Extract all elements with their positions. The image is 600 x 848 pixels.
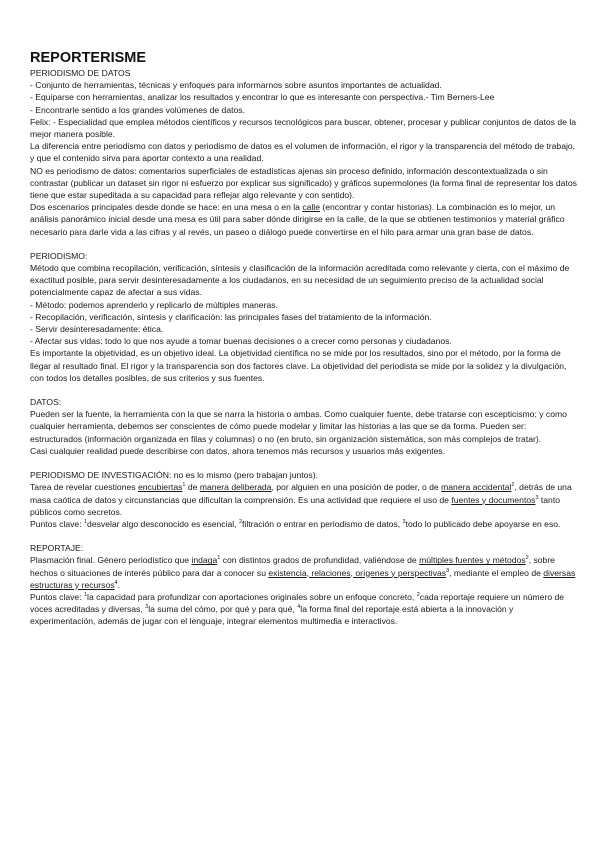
paragraph: [30, 481, 578, 518]
section-reportaje: [30, 542, 578, 627]
text-run: .: [117, 579, 120, 590]
footnote-marker: 1: [83, 592, 88, 599]
text-run: de: [185, 482, 200, 493]
list-item: - Recopilación, verificación, síntesis y clarificación: las principales fases del tratamiento de la información.: [30, 311, 432, 322]
underlined-term: manera deliberada: [199, 482, 272, 493]
underlined-term: existencia, relaciones, orígenes y perspectivas: [268, 567, 447, 578]
section-heading: REPORTAJE:: [30, 543, 84, 554]
text-run: Puntos clave:: [30, 518, 84, 529]
section-heading: DATOS:: [30, 397, 62, 408]
key-points: [30, 518, 578, 530]
section-heading: PERIODISMO DE INVESTIGACIÓN: no es lo mismo (pero trabajan juntos).: [30, 470, 318, 481]
footnote-marker: 2: [511, 482, 515, 489]
text-run: (encontrar y contar historias). La combinación es lo mejor, un análisis panorámico inicial desde una mesa es útil para saber dónde dirigirse en la calle, de la que se obtienen testimonios y material gráfico necesario para darle vida a las cifras y al revés, un paseo o diálogo puede convertirse en el hilo para armar una gran base de datos.: [30, 202, 565, 237]
text-run: , por alguien en una posición de poder, o de: [271, 482, 442, 493]
paragraph: [30, 201, 578, 238]
underlined-term: encubiertas: [137, 482, 183, 493]
paragraph: Método que combina recopilación, verificación, síntesis y clasificación de la información acreditada como relevante y cierta, con el máximo de exactitud posible, para servir desinteresadamente a los ciudadanos, en su necesidad de un seguimiento preciso de la actualidad social potencialmente capaz de afectar a sus vidas.: [30, 263, 570, 298]
underlined-term: calle: [302, 202, 320, 213]
list-item: - Conjunto de herramientas, técnicas y enfoques para informarnos sobre asuntos importantes de actualidad.: [30, 80, 442, 91]
underlined-term: diversas estructuras y recursos: [30, 567, 576, 590]
section-datos: [30, 396, 578, 457]
document-title: REPORTERISME: [30, 50, 147, 66]
section-heading: PERIODISMO:: [30, 250, 88, 261]
footnote-marker: 2: [238, 519, 243, 526]
footnote-marker: 3: [535, 494, 539, 501]
text-run: , detrás de una masa caótica de datos y circunstancias que dificultan la comprensión. Es una actividad que requiere el uso de: [30, 482, 572, 505]
text-run: todo lo publicado debe apoyarse en eso.: [405, 518, 561, 529]
text-run: desvelar algo desconocido es esencial,: [87, 518, 239, 529]
text-run: Dos escenarios principales desde donde se hace: en una mesa o en la: [30, 202, 303, 213]
underlined-term: fuentes y documentos: [451, 494, 536, 505]
section-periodismo-de-datos: [30, 67, 578, 238]
paragraph: NO es periodismo de datos: comentarios superficiales de estadísticas ajenas sin proceso definido, información descontextualizada o sin contrastar (publicar un dataset sin rigor ni esfuerzo por explicar sus significado) y gráficos supermolones (la forma final de representar los datos tiene que estar supeditada a su capacidad para reflejar algo relevante y con sentido).: [30, 165, 577, 201]
footnote-marker: 2: [416, 592, 420, 599]
paragraph: La diferencia entre periodismo con datos y periodismo de datos es el volumen de información, el rigor y la transparencia del método de trabajo, y que el contenido sirva para aportar contexto a una realidad.: [30, 141, 576, 164]
section-periodismo: [30, 250, 578, 384]
footnote-marker: 3: [145, 604, 149, 611]
text-run: con distintos grados de profundidad, valiéndose de: [220, 555, 420, 566]
footnote-marker: 1: [182, 482, 186, 489]
text-run: Plasmación final. Género periodístico que: [30, 555, 192, 566]
paragraph: Felix: - Especialidad que emplea métodos científicos y recursos tecnológicos para buscar, obtener, procesar y publicar conjuntos de datos de la mejor manera posible.: [30, 116, 577, 140]
footnote-marker: 4: [297, 604, 301, 611]
footnote-marker: 1: [83, 519, 88, 526]
footnote-marker: 1: [217, 555, 221, 562]
list-item: - Afectar sus vidas: todo lo que nos ayude a tomar buenas decisiones o a crecer como personas y ciudadanos.: [30, 336, 452, 347]
section-periodismo-de-investigacion: [30, 469, 578, 530]
list-item: - Equiparse con herramientas, analizar los resultados y encontrar lo que es interesante con perspectiva.- Tim Berners-Lee: [30, 92, 495, 103]
footnote-marker: 3: [402, 519, 406, 526]
text-run: , sobre hechos o situaciones de interés público para dar a conocer su: [30, 555, 555, 578]
text-run: filtración o entrar en periodismo de datos,: [242, 518, 403, 529]
list-item: - Encontrarle sentido a los grandes volúmenes de datos.: [30, 104, 245, 115]
text-run: Puntos clave:: [30, 591, 84, 602]
key-points: [30, 591, 578, 628]
section-heading: PERIODISMO DE DATOS: [30, 68, 131, 78]
list-item: - Servir desinteresadamente: ética.: [30, 324, 164, 335]
paragraph: Pueden ser la fuente, la herramienta con la que se narra la historia o ambas. Como cualquier fuente, debe tratarse con escepticismo; y como cualquier herramienta, debemos ser conscientes de cómo puede modelar y limitar las historias a las que se da forma. Pueden ser: estructurados (información organizada en filas y columnas) o no (en bruto, sin organización sistemática, son más complejos de tratar).: [30, 409, 567, 444]
text-run: cada reportaje requiere un número de voces acreditadas y diversas,: [30, 591, 565, 615]
text-run: Tarea de revelar cuestiones: [30, 482, 138, 493]
text-run: la capacidad para profundizar con aportaciones originales sobre un enfoque concreto,: [87, 591, 417, 602]
paragraph: Es importante la objetividad, es un objetivo ideal. La objetividad científica no se mide por los resultados, sino por el método, por la forma de llegar al resultado final. El rigor y la transparencia son dos factores clave. La objetividad del periodista se mide por la solidez y la divulgación, con todos los detalles posibles, de sus criterios y sus fuentes.: [30, 348, 567, 383]
underlined-term: indaga: [191, 555, 218, 566]
paragraph: Casi cualquier realidad puede describirse con datos, ahora tenemos más recursos y usuarios más exigentes.: [30, 445, 446, 456]
text-run: tanto públicos como secretos.: [30, 494, 561, 517]
footnote-marker: 2: [525, 555, 529, 562]
text-run: la suma del cómo, por qué y para qué,: [148, 604, 298, 615]
text-run: , mediante el empleo de: [449, 567, 544, 578]
footnote-marker: 4: [114, 579, 118, 586]
underlined-term: múltiples fuentes y métodos: [419, 555, 526, 566]
footnote-marker: 3: [446, 567, 450, 574]
list-item: - Método: podemos aprenderlo y replicarlo de múltiples maneras.: [30, 299, 278, 310]
text-run: la forma final del reportaje está abierta a la innovación y experimentación, además de jugar con el lenguaje, integrar elementos multimedia e interactivos.: [30, 604, 514, 627]
document-page: [30, 50, 578, 628]
paragraph: [30, 554, 578, 591]
underlined-term: manera accidental: [441, 482, 512, 493]
